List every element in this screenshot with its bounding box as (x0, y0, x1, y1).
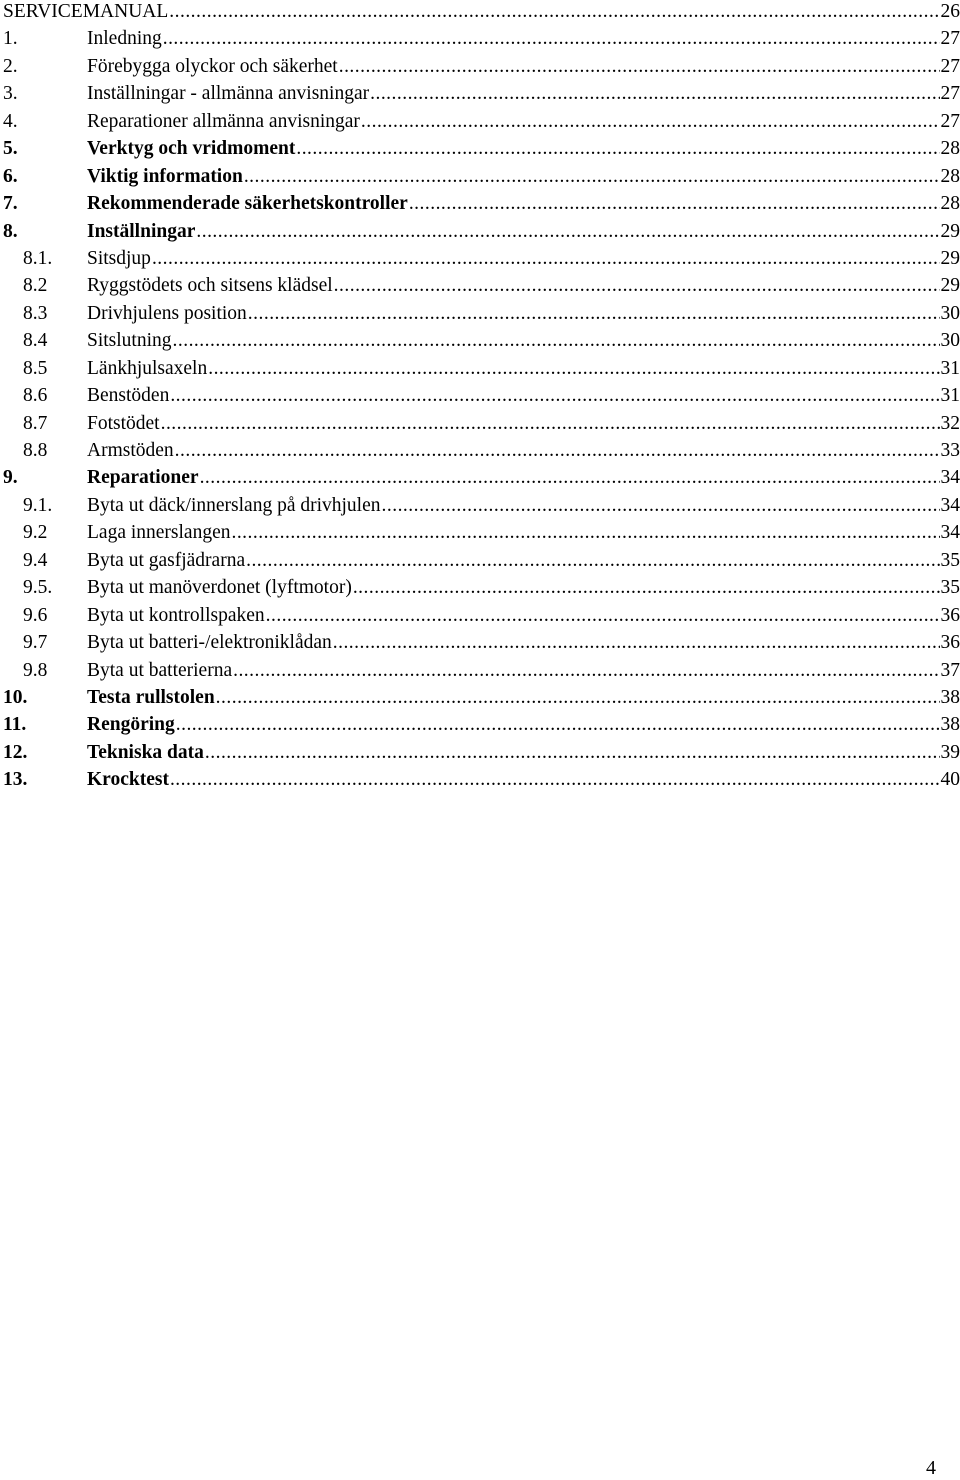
dot-leader (216, 686, 940, 710)
toc-entry-page[interactable]: 29 (940, 247, 960, 269)
toc-entry[interactable] (0, 0, 960, 27)
toc-entry-page[interactable]: 30 (940, 330, 960, 352)
toc-entry-title[interactable]: Sitslutning (87, 330, 172, 352)
dot-leader (170, 768, 940, 792)
toc-entry-title[interactable]: Byta ut gasfjädrarna (87, 549, 246, 571)
dot-leader (382, 494, 940, 518)
toc-entry[interactable] (0, 659, 960, 686)
toc-entry-number: 9.8 (23, 659, 48, 681)
toc-entry[interactable] (0, 329, 960, 356)
toc-entry[interactable] (0, 768, 960, 795)
toc-entry-page[interactable]: 35 (940, 577, 960, 599)
dot-leader (248, 302, 940, 326)
toc-entry-line (87, 631, 960, 655)
dot-leader (161, 412, 940, 436)
toc-entry[interactable] (0, 165, 960, 192)
toc-entry-page[interactable]: 31 (940, 357, 960, 379)
dot-leader (353, 576, 940, 600)
toc-entry-number: 8.4 (23, 330, 48, 352)
toc-entry-line (87, 110, 960, 134)
toc-entry-number: 1. (3, 28, 18, 50)
toc-entry-line (87, 302, 960, 326)
toc-entry-number: 8.2 (23, 275, 48, 297)
toc-entry-line (87, 329, 960, 353)
toc-entry-number: 3. (3, 83, 18, 105)
toc-entry-page[interactable]: 29 (940, 275, 960, 297)
toc-entry-title[interactable]: Rengöring (87, 714, 175, 736)
toc-entry-title[interactable]: Krocktest (87, 769, 169, 791)
toc-entry[interactable] (0, 274, 960, 301)
dot-leader (152, 247, 940, 271)
toc-entry-title[interactable]: Byta ut däck/innerslang på drivhjulen (87, 494, 381, 516)
toc-entry[interactable] (0, 110, 960, 137)
toc-entry[interactable] (0, 302, 960, 329)
toc-entry-title[interactable]: Armstöden (87, 440, 174, 461)
toc-entry-page[interactable]: 28 (940, 193, 960, 215)
toc-entry-number: 4. (3, 110, 18, 132)
toc-entry-number: 8.3 (23, 302, 48, 324)
dot-leader (169, 0, 939, 24)
toc-entry[interactable] (0, 631, 960, 658)
toc-entry-line (87, 55, 960, 79)
toc-entry-title[interactable]: Sitsdjup (87, 247, 151, 269)
toc-entry-title[interactable]: Reparationer allmänna anvisningar (87, 110, 360, 132)
toc-entry-page[interactable]: 32 (940, 412, 960, 434)
toc-entry-page[interactable]: 26 (940, 1, 960, 22)
toc-entry[interactable] (0, 466, 960, 493)
toc-entry-title[interactable]: Inledning (87, 28, 162, 50)
toc-entry-title[interactable]: Testa rullstolen (87, 686, 215, 708)
toc-entry[interactable] (0, 27, 960, 54)
toc-entry-number: 9.1. (23, 494, 53, 516)
dot-leader (339, 55, 940, 79)
toc-entry-line (87, 247, 960, 271)
toc-entry-line (87, 27, 960, 51)
toc-entry-page[interactable]: 34 (940, 522, 960, 544)
toc-entry-line (87, 137, 960, 161)
toc-entry-page[interactable]: 35 (940, 549, 960, 571)
toc-entry-title[interactable]: Viktig information (87, 165, 243, 187)
toc-entry-title[interactable]: Inställningar (87, 220, 196, 242)
toc-entry-title[interactable]: Verktyg och vridmoment (87, 138, 296, 160)
toc-entry-line (87, 82, 960, 106)
toc-entry-page[interactable]: 38 (940, 714, 960, 736)
dot-leader (196, 220, 939, 244)
toc-entry-line (87, 384, 960, 408)
toc-entry-number: 5. (3, 138, 18, 160)
toc-entry-number: 9.5. (23, 577, 53, 599)
toc-entry[interactable] (0, 55, 960, 82)
dot-leader (361, 110, 940, 134)
toc-entry-line (87, 659, 960, 683)
dot-leader (246, 549, 939, 573)
toc-entry-page[interactable]: 27 (940, 110, 960, 132)
toc-entry-title[interactable]: Ryggstödets och sitsens klädsel (87, 275, 333, 297)
toc-entry-page[interactable]: 37 (940, 659, 960, 681)
toc-entry-number: 9. (3, 467, 18, 489)
toc-entry[interactable] (0, 220, 960, 247)
toc-entry-page[interactable]: 27 (940, 55, 960, 77)
dot-leader (266, 604, 940, 628)
toc-entry[interactable] (0, 686, 960, 713)
toc-entry[interactable] (0, 741, 960, 768)
toc-entry-title[interactable]: Tekniska data (87, 741, 204, 763)
toc-entry-title[interactable]: Fotstödet (87, 412, 160, 434)
toc-entry[interactable] (0, 521, 960, 548)
page-number: 4 (926, 1457, 936, 1479)
toc-entry-title[interactable]: Byta ut manöverdonet (lyftmotor) (87, 577, 352, 599)
dot-leader (163, 27, 940, 51)
toc-entry-line (87, 713, 960, 737)
dot-leader (231, 521, 939, 545)
toc-entry-line (87, 357, 960, 381)
dot-leader (205, 741, 940, 765)
toc-entry-number: 8. (3, 220, 18, 242)
toc-entry-page[interactable]: 28 (940, 165, 960, 187)
toc-entry-line (3, 0, 960, 24)
toc-entry-number: 8.6 (23, 385, 48, 407)
toc-entry-line (87, 521, 960, 545)
dot-leader (233, 659, 939, 683)
toc-entry-line (87, 412, 960, 436)
toc-entry-title[interactable]: Drivhjulens position (87, 302, 247, 324)
dot-leader (170, 384, 939, 408)
toc-entry-page[interactable]: 31 (940, 385, 960, 407)
toc-entry-line (87, 192, 960, 216)
toc-entry-line (87, 165, 960, 189)
toc-entry-page[interactable]: 34 (940, 494, 960, 516)
toc-entry-title[interactable]: Byta ut batteri-/elektroniklådan (87, 632, 332, 654)
toc-entry-number: 10. (3, 686, 28, 708)
toc-entry-number: 2. (3, 55, 18, 77)
toc-entry-title[interactable]: Rekommenderade säkerhetskontroller (87, 193, 408, 215)
toc-entry-number: 12. (3, 741, 28, 763)
dot-leader (208, 357, 939, 381)
toc-entry-page[interactable]: 36 (940, 604, 960, 626)
toc-entry-title[interactable]: SERVICEMANUAL (3, 1, 169, 22)
toc-entry-line (87, 274, 960, 298)
toc-entry-title[interactable]: Laga innerslangen (87, 522, 231, 544)
toc-entry-page[interactable]: 30 (940, 302, 960, 324)
toc-entry-number: 8.1. (23, 247, 53, 269)
dot-leader (244, 165, 940, 189)
toc-entry-number: 7. (3, 193, 18, 215)
toc-entry-line (87, 576, 960, 600)
toc-entry-number: 8.7 (23, 412, 48, 434)
toc-entry-line (87, 439, 960, 463)
toc-entry-page[interactable]: 39 (940, 741, 960, 763)
toc-entry-title[interactable]: Benstöden (87, 385, 170, 407)
dot-leader (175, 439, 940, 463)
toc-entry-line (87, 604, 960, 628)
toc-entry[interactable] (0, 357, 960, 384)
toc-entry[interactable] (0, 137, 960, 164)
toc-entry[interactable] (0, 494, 960, 521)
toc-entry-page[interactable]: 27 (940, 28, 960, 50)
toc-entry-line (87, 768, 960, 792)
dot-leader (173, 329, 940, 353)
dot-leader (200, 466, 940, 490)
toc-entry-number: 6. (3, 165, 18, 187)
toc-entry-number: 8.8 (23, 440, 48, 461)
toc-entry-number: 9.2 (23, 522, 48, 544)
toc-entry-line (87, 741, 960, 765)
dot-leader (176, 713, 940, 737)
toc-entry[interactable] (0, 439, 960, 466)
dot-leader (296, 137, 939, 161)
toc-entry-line (87, 686, 960, 710)
toc-entry-page[interactable]: 33 (940, 440, 960, 461)
toc-entry-page[interactable]: 28 (940, 138, 960, 160)
toc-entry[interactable] (0, 247, 960, 274)
toc-entry-page[interactable]: 40 (940, 769, 960, 791)
toc-entry[interactable] (0, 384, 960, 411)
toc-entry[interactable] (0, 713, 960, 740)
toc-entry-number: 8.5 (23, 357, 48, 379)
toc-entry-page[interactable]: 36 (940, 632, 960, 654)
toc-entry-number: 9.6 (23, 604, 48, 626)
toc-entry-page[interactable]: 27 (940, 83, 960, 105)
toc-entry-page[interactable]: 29 (940, 220, 960, 242)
toc-entry[interactable] (0, 604, 960, 631)
toc-entry-number: 9.7 (23, 632, 48, 654)
toc-entry[interactable] (0, 192, 960, 219)
toc-entry-page[interactable]: 34 (940, 467, 960, 489)
toc-entry-line (87, 466, 960, 490)
dot-leader (370, 82, 939, 106)
toc-entry-title[interactable]: Inställningar - allmänna anvisningar (87, 83, 370, 105)
toc-entry-line (87, 220, 960, 244)
toc-entry-title[interactable]: Förebygga olyckor och säkerhet (87, 55, 338, 77)
toc-entry-line (87, 549, 960, 573)
toc-entry[interactable] (0, 82, 960, 109)
toc-entry-number: 11. (3, 714, 27, 736)
toc-entry[interactable] (0, 412, 960, 439)
dot-leader (333, 631, 940, 655)
dot-leader (334, 274, 940, 298)
toc-entry-page[interactable]: 38 (940, 686, 960, 708)
toc-entry-title[interactable]: Byta ut kontrollspaken (87, 604, 265, 626)
toc-entry[interactable] (0, 549, 960, 576)
dot-leader (409, 192, 940, 216)
toc-entry-number: 9.4 (23, 549, 48, 571)
toc-entry-title[interactable]: Reparationer (87, 467, 199, 489)
toc-entry-line (87, 494, 960, 518)
toc-entry[interactable] (0, 576, 960, 603)
toc-entry-title[interactable]: Byta ut batterierna (87, 659, 233, 681)
toc-entry-title[interactable]: Länkhjulsaxeln (87, 357, 208, 379)
toc-entry-number: 13. (3, 769, 28, 791)
